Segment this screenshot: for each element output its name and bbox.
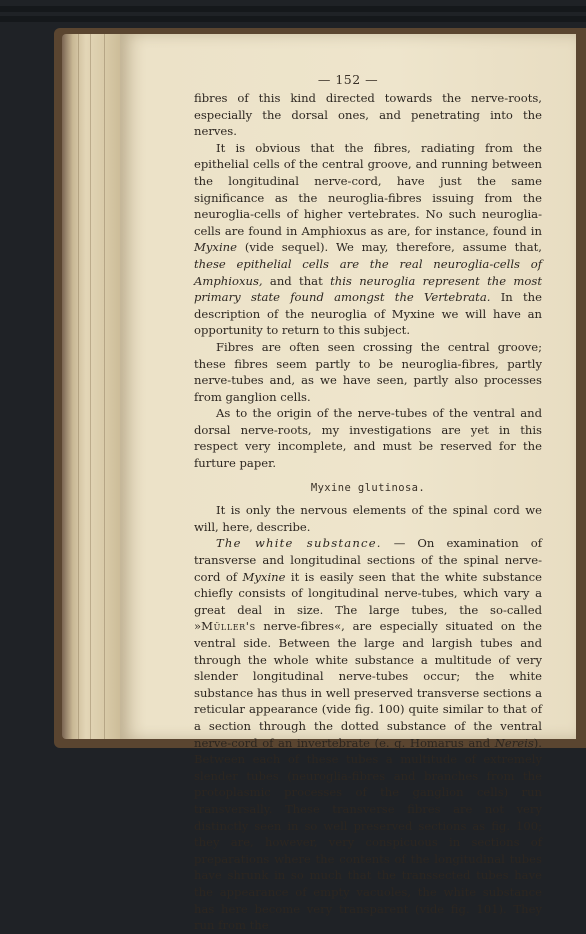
author-name: Müller's bbox=[201, 619, 256, 634]
page-edge-line bbox=[78, 34, 79, 739]
page-edge-line bbox=[90, 34, 91, 739]
book-page bbox=[120, 34, 576, 933]
page-edge-line bbox=[104, 34, 105, 739]
italic-text: this neuroglia represent the most primary state found amongst the Vertebrata. bbox=[194, 273, 542, 305]
text-run: (vide sequel). We may, therefore, assume that, bbox=[237, 240, 542, 255]
page-number: — 152 — bbox=[317, 72, 379, 87]
text-run: — On examination of transverse and longitudinal sections of the spinal nerve-cord of bbox=[194, 536, 542, 584]
text-run: and that bbox=[262, 273, 331, 288]
section-heading: Myxine glutinosa. bbox=[310, 481, 426, 494]
background-plank bbox=[0, 16, 586, 22]
text-run: nerve-fibres«, are especially situated on the ventral side. Between the large and largish tubes and through the whole white substance a multitude of very slender longitudinal nerve-tubes occur; the white substance has thus in well preserved transverse sections a reticular appearance (vide fig. 100) quite similar to that of a section through the dotted substance of the ventral nerve-cord of an invertebrate (e. g. Homarus and bbox=[194, 619, 542, 750]
text-run: It is obvious that the fibres, radiating from the epithelial cells of the central groove, and running between the longitudinal nerve-cord, have just the same significance as the neuroglia-fibres issuing from the neuroglia-cells of higher vertebrates. No such neuroglia-cells are found in Amphioxus as are, for instance, found in bbox=[194, 140, 542, 238]
page-text bbox=[194, 90, 542, 934]
page-edges bbox=[62, 34, 122, 739]
italic-text: these epithelial cells are the real neuroglia-cells of Amphioxus, bbox=[194, 256, 542, 288]
paragraph bbox=[194, 140, 542, 339]
paragraph: It is only the nervous elements of the spinal cord we will, here, describe. bbox=[194, 503, 542, 534]
paragraph: As to the origin of the nerve-tubes of the ventral and dorsal nerve-roots, my investigations are yet in this respect very incomplete, and must be reserved for the furture paper. bbox=[194, 406, 542, 471]
paragraph bbox=[194, 535, 542, 933]
subheading-italic: The white substance. bbox=[216, 536, 382, 551]
paragraph: Fibres are often seen crossing the central groove; these fibres seem partly to be neuroglia-fibres, partly nerve-tubes and, as we have seen, partly also processes from ganglion cells. bbox=[194, 339, 542, 404]
text-run: In the description of the neuroglia of Myxine we will have an opportunity to return to this subject. bbox=[194, 290, 542, 338]
italic-text: Nereis bbox=[494, 735, 534, 750]
italic-text: Myxine bbox=[194, 240, 237, 255]
text-run: ). Between each of these tubes a multitude of extremely slender tubes (neuroglia-fibres and branches from the protoplasmic processes of the ganglion cells) run transversally. These transverse fibres are not very distinctly seen in so well preserved sections as fig. 100; they are, however, very conspicuous in sections of preparations where the contents of the longitudinal tubes have shrunk in so much that the transsected tubes have the appearance of empty vacuoles, the white substance has here become very transparent (vide fig. 101). They run from the bbox=[194, 735, 542, 933]
italic-text: Myxine bbox=[242, 569, 286, 584]
paragraph: fibres of this kind directed towards the nerve-roots, especially the dorsal ones, and penetrating into the nerves. bbox=[194, 91, 542, 139]
text-run: it is easily seen that the white substance chiefly consists of longitudinal nerve-tubes, which vary a great deal in size. The large tubes, the so-called » bbox=[194, 569, 542, 634]
background-plank bbox=[0, 6, 586, 12]
